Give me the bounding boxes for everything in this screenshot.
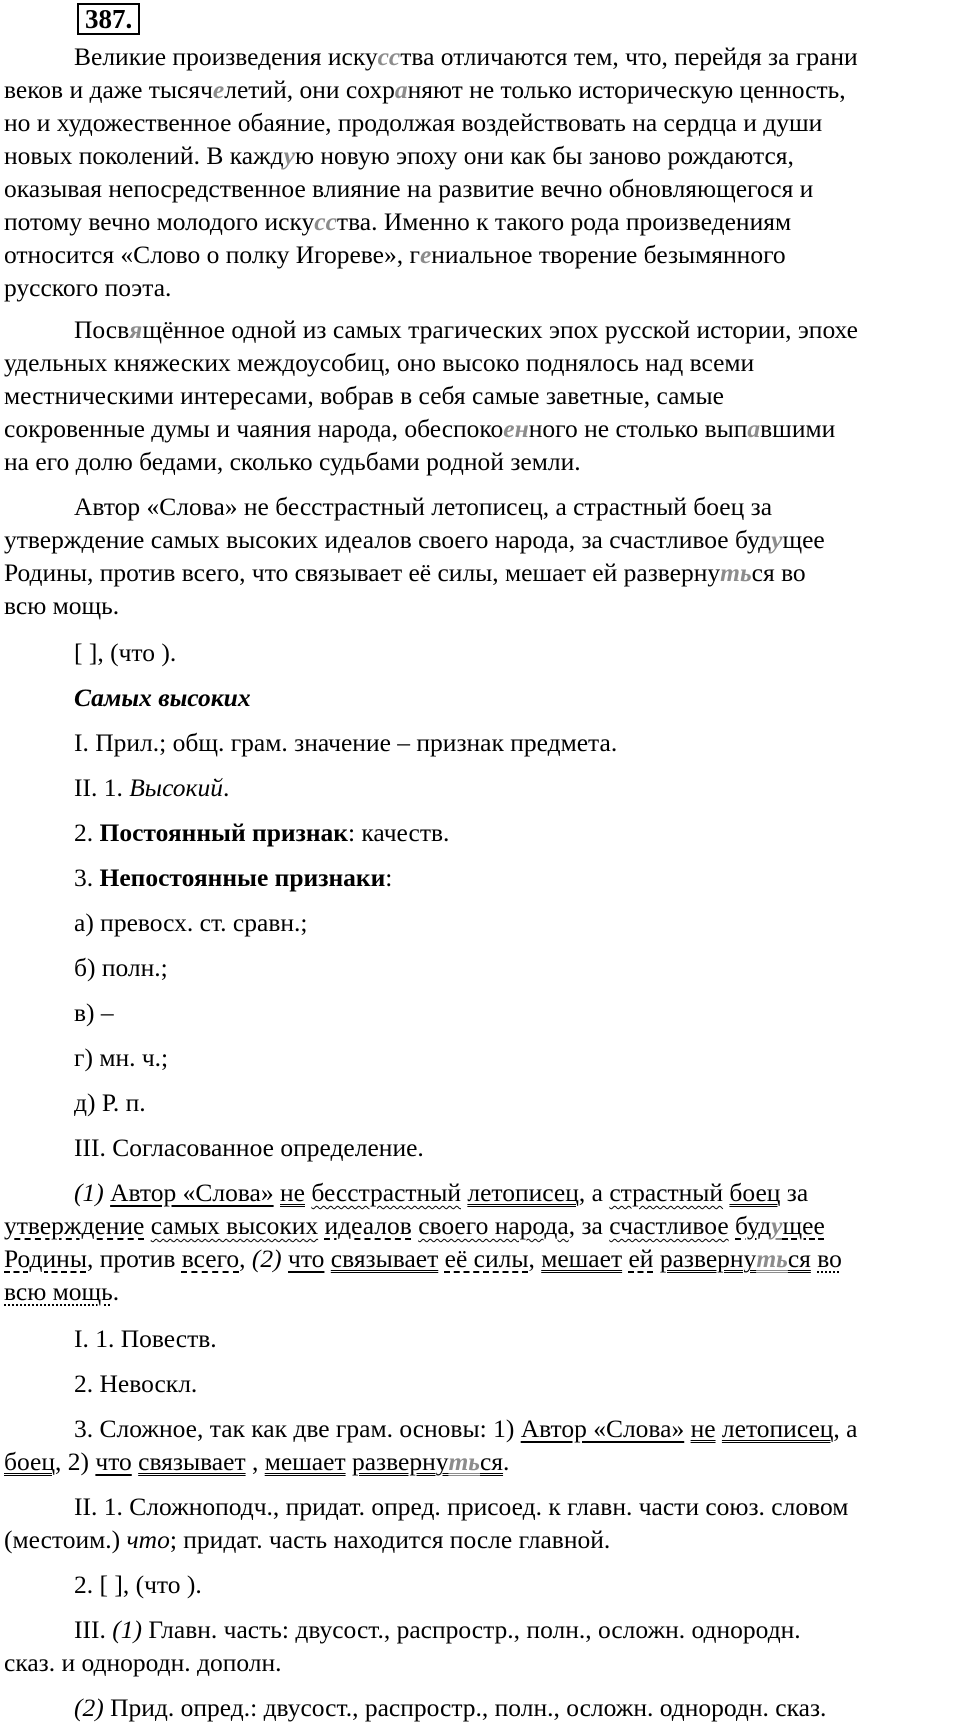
char-line-1: I. 1. Повеств.: [74, 1324, 217, 1353]
char-line-2: 2. Невоскл.: [74, 1369, 198, 1398]
morph-line-5: а) превосх. ст. сравн.;: [74, 908, 308, 937]
morph-line-8: г) мн. ч.;: [74, 1043, 169, 1072]
morph-line-7: в) –: [74, 998, 114, 1027]
exercise-number: 387.: [77, 3, 140, 35]
morph-line-2: II. 1. Высокий.: [74, 773, 230, 802]
morph-line-3: 2. Постоянный признак: качеств.: [74, 818, 450, 847]
morph-line-6: б) полн.;: [74, 953, 168, 982]
page: 387. Великие произведения искусства отличаются тем, что, перейдя за грани веков и даже тысячелетий, они сохраняют не только историческую ценность, но и художественное обаяние, продолжая воздействовать на сердца и души новых поколений. В каждую новую эпоху они как бы заново рождаются, оказывая непосредственное влияние на развитие вечно обновляющегося и потому вечно молодого искусства. Именно к такого рода произведениям относится «Слово о полку Игореве», гениальное творение безымянного русского поэта. Посвящённое одной из самых трагических эпох русской истории, эпохе удельных княжеских междоусобиц, оно высоко поднялось над всеми местническими интересами, вобрав в себя самые заветные, самые сокровенные думы и чаяния народа, обеспокоенного не столько выпавшими на его долю бедами, сколько судьбами родной земли. Автор «Слова» не бесстрастный летописец, а страстный боец за утверждение самых высоких идеалов своего народа, за счастливое будущее Родины, против всего, что связывает её силы, мешает ей развернуться во всю мощь. [ ], (что ). Самых высоких I. Прил.; общ. грам. значение – признак предмета. II. 1. Высокий. 2. Постоянный признак: качеств. 3. Непостоянные признаки: а) превосх. ст. сравн.; б) полн.; в) – г) мн. ч.; д) Р. п. III. Согласованное определение. (1) Автор «Слова» не бесстрастный летописец, а страстный боец за утверждение самых высоких идеалов своего народа, за счастливое будущее Родины, против всего, (2) что связывает её силы, мешает ей развернуться во всю мощь. I. 1. Повеств. 2. Невоскл. 3. Сложное, так как две грам. основы: 1) Автор «Слова» не летописец, а боец, 2) что связывает , мешает развернуться. II. 1. Сложноподч., придат. опред. присоед. к главн. части союз. словом (местоим.) что; придат. часть находится после главной. 2. [ ], (что ). III. (1) Главн. часть: двусост., распростр., полн., осложн. однородн. сказ. и однородн. дополн. (2) Прид. опред.: двусост., распростр., полн., осложн. однородн. сказ.: [0, 0, 960, 1724]
morph-line-4: 3. Непостоянные признаки:: [74, 863, 393, 892]
char-line-5: 2. [ ], (что ).: [74, 1570, 202, 1599]
morph-line-10: III. Согласованное определение.: [74, 1133, 424, 1162]
morph-line-1: I. Прил.; общ. грам. значение – признак предмета.: [74, 728, 618, 757]
word-title: Самых высоких: [74, 683, 251, 712]
char-line-7: (2) Прид. опред.: двусост., распростр., полн., осложн. однородн. сказ.: [74, 1693, 827, 1722]
morph-line-9: д) Р. п.: [74, 1088, 146, 1117]
sentence-scheme: [ ], (что ).: [74, 638, 177, 667]
